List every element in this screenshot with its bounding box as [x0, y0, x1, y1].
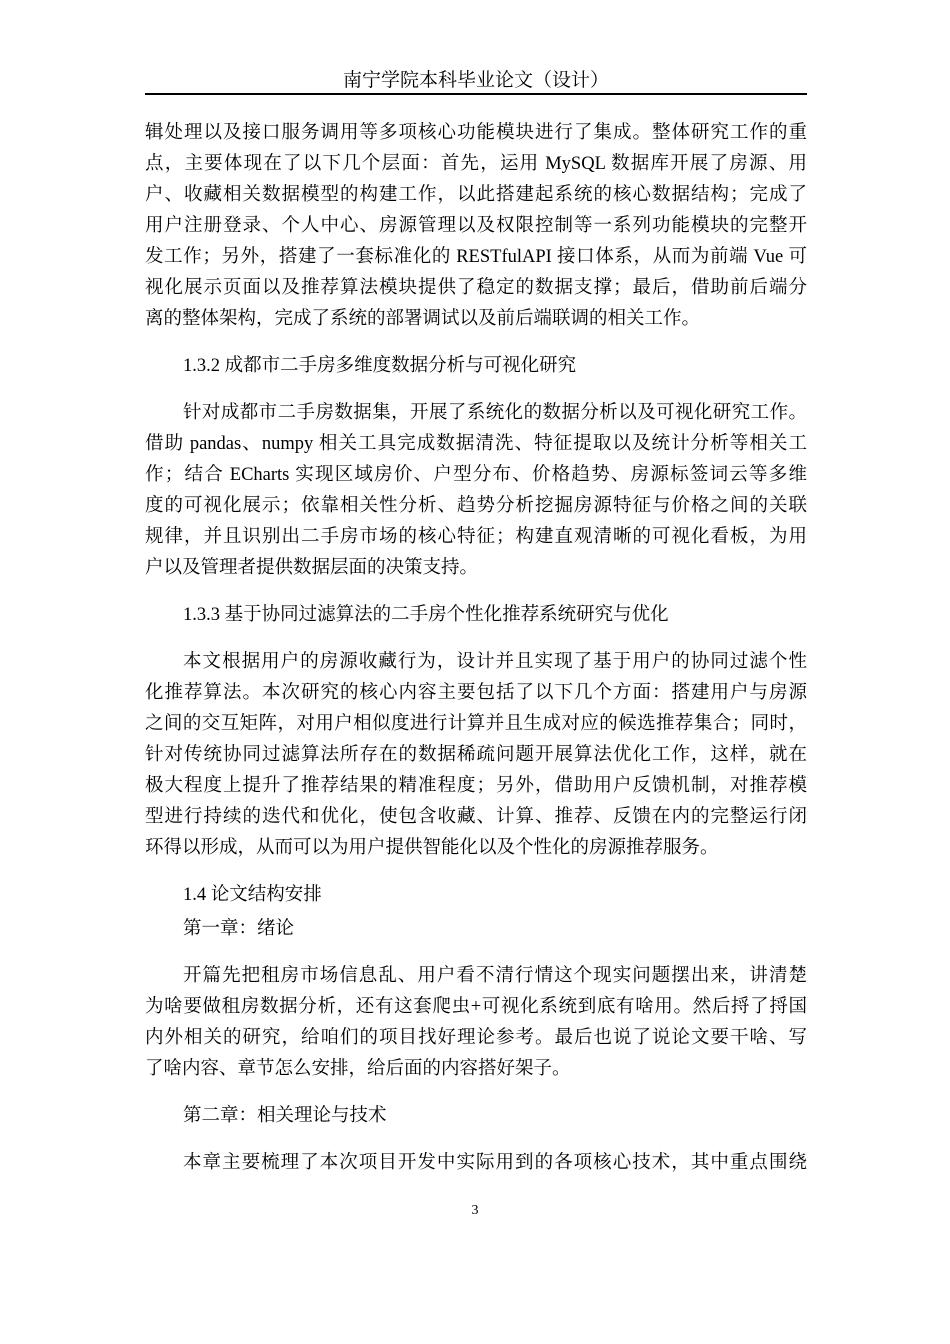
paragraph-4	[145, 961, 807, 1085]
text-line: 型进行持续的迭代和优化，使包含收藏、计算、推荐、反馈在内的完整运行闭	[145, 807, 807, 827]
text-line: 本文根据用户的房源收藏行为，设计并且实现了基于用户的协同过滤个性	[183, 652, 807, 672]
text-line: 极大程度上提升了推荐结果的精准程度；另外，借助用户反馈机制，对推荐模	[145, 776, 807, 796]
page-number: 3	[471, 1203, 479, 1218]
text-line: 规律，并且识别出二手房市场的核心特征；构建直观清晰的可视化看板，为用	[145, 527, 807, 547]
chapter-2-title: 第二章：相关理论与技术	[183, 1106, 387, 1126]
text-line: 开篇先把租房市场信息乱、用户看不清行情这个现实问题摆出来，讲清楚	[183, 966, 807, 986]
text-line: 辑处理以及接口服务调用等多项核心功能模块进行了集成。整体研究工作的重	[145, 123, 807, 143]
text-line: 户以及管理者提供数据层面的决策支持。	[145, 558, 479, 578]
text-line: 离的整体架构，完成了系统的部署调试以及前后端联调的相关工作。	[145, 309, 701, 329]
section-heading-1-3-2: 1.3.2 成都市二手房多维度数据分析与可视化研究	[183, 356, 577, 376]
section-heading-1-3-3: 1.3.3 基于协同过滤算法的二手房个性化推荐系统研究与优化	[183, 605, 669, 625]
text-line: 度的可视化展示；依靠相关性分析、趋势分析挖掘房源特征与价格之间的关联	[145, 496, 807, 516]
body-content	[145, 118, 807, 1179]
section-heading-1-4: 1.4 论文结构安排	[183, 885, 322, 905]
paragraph-2	[145, 398, 807, 584]
text-line: 针对成都市二手房数据集，开展了系统化的数据分析以及可视化研究工作。	[183, 403, 807, 423]
header-rule	[145, 93, 807, 95]
text-line: 化推荐算法。本次研究的核心内容主要包括了以下几个方面：搭建用户与房源	[145, 683, 807, 703]
text-line: 本章主要梳理了本次项目开发中实际用到的各项核心技术，其中重点围绕	[183, 1153, 807, 1173]
text-line: 点，主要体现在了以下几个层面：首先，运用 MySQL 数据库开展了房源、用	[145, 154, 807, 174]
text-line: 针对传统协同过滤算法所存在的数据稀疏问题开展算法优化工作，这样，就在	[145, 745, 807, 765]
text-line: 环得以形成，从而可以为用户提供智能化以及个性化的房源推荐服务。	[145, 838, 719, 858]
text-line: 用户注册登录、个人中心、房源管理以及权限控制等一系列功能模块的完整开	[145, 216, 807, 236]
text-line: 了啥内容、章节怎么安排，给后面的内容搭好架子。	[145, 1059, 571, 1079]
chapter-1-title: 第一章：绪论	[183, 919, 295, 939]
text-line: 视化展示页面以及推荐算法模块提供了稳定的数据支撑；最后，借助前后端分	[145, 278, 807, 298]
page-header: 南宁学院本科毕业论文（设计）	[342, 70, 609, 91]
text-line: 为啥要做租房数据分析，还有这套爬虫+可视化系统到底有啥用。然后捋了捋国	[145, 997, 807, 1017]
text-line: 之间的交互矩阵，对用户相似度进行计算并且生成对应的候选推荐集合；同时，	[145, 714, 807, 734]
paragraph-1	[145, 118, 807, 335]
text-line: 内外相关的研究，给咱们的项目找好理论参考。最后也说了说论文要干啥、写	[145, 1028, 807, 1048]
text-line: 户、收藏相关数据模型的构建工作，以此搭建起系统的核心数据结构；完成了	[145, 185, 807, 205]
text-line: 发工作；另外，搭建了一套标准化的 RESTfulAPI 接口体系，从而为前端 Vue 可	[145, 247, 807, 267]
text-line: 借助 pandas、numpy 相关工具完成数据清洗、特征提取以及统计分析等相关工	[145, 434, 807, 454]
text-line: 作；结合 ECharts 实现区域房价、户型分布、价格趋势、房源标签词云等多维	[145, 465, 807, 485]
paragraph-3	[145, 647, 807, 864]
paragraph-5	[145, 1148, 807, 1179]
